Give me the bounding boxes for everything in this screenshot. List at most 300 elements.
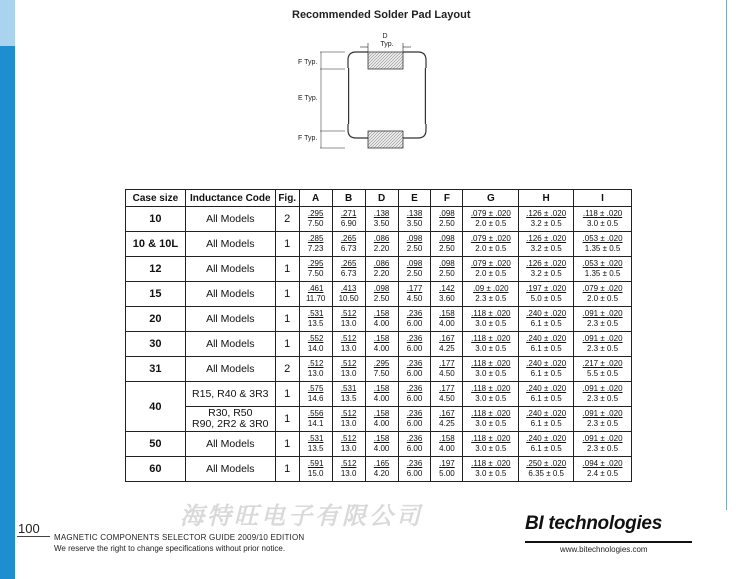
fig-cell: 1 — [275, 332, 299, 357]
dimension-inch: .177 — [439, 359, 455, 368]
inductance-code-cell — [185, 407, 275, 432]
dimension-cell — [431, 232, 463, 257]
dimension-inch: .086 — [373, 234, 390, 243]
label-f-top: F Typ. — [298, 59, 318, 66]
case-size-cell: 50 — [126, 432, 186, 457]
column-header: B — [332, 190, 365, 207]
dimension-cell — [332, 432, 365, 457]
dimension-cell — [398, 282, 431, 307]
dimension-mm: 13.0 — [307, 369, 324, 378]
inductance-code-line: R30, R50 — [208, 407, 253, 419]
dimension-cell — [574, 332, 632, 357]
dimension-inch: .053 ± .020 — [582, 259, 623, 268]
dimension-mm: 5.5 ± 0.5 — [587, 369, 619, 378]
logo-text: BI technologies — [525, 513, 662, 534]
dimension-cell — [299, 357, 332, 382]
dimension-inch: .295 — [373, 359, 390, 368]
inductance-code-line: All Models — [206, 312, 255, 325]
fig-cell: 1 — [275, 257, 299, 282]
watermark: 海特旺电子有限公司 — [180, 503, 423, 530]
dimension-inch: .118 ± .020 — [471, 459, 511, 468]
dimension-cell — [519, 407, 574, 432]
dimension-mm: 4.00 — [439, 444, 455, 453]
dimension-inch: .09 ± .020 — [473, 284, 509, 293]
dimension-mm: 2.50 — [439, 269, 455, 278]
dimension-mm: 4.50 — [439, 369, 455, 378]
table-row — [126, 432, 632, 457]
dimension-inch: .165 — [373, 459, 390, 468]
dimension-inch: .531 — [340, 384, 357, 393]
inductance-code-cell — [185, 457, 275, 482]
table-row — [126, 307, 632, 332]
dimension-cell — [463, 382, 519, 407]
dimension-mm: 6.1 ± 0.5 — [530, 369, 562, 378]
dimension-cell — [431, 332, 463, 357]
inductance-code-line: All Models — [206, 362, 255, 375]
dimension-inch: .126 ± .020 — [526, 209, 567, 218]
label-e: E Typ. — [298, 95, 318, 102]
dimension-mm: 10.50 — [338, 294, 359, 303]
fig-cell: 1 — [275, 282, 299, 307]
dimension-cell — [332, 407, 365, 432]
dimension-mm: 14.0 — [307, 344, 324, 353]
dimension-inch: .126 ± .020 — [526, 234, 567, 243]
dimension-inch: .094 ± .020 — [582, 459, 623, 468]
dimension-mm: 4.25 — [439, 344, 455, 353]
dimension-mm: 2.3 ± 0.5 — [587, 444, 619, 453]
dimension-inch: .236 — [406, 434, 423, 443]
dimension-mm: 6.00 — [406, 394, 423, 403]
dimension-mm: 6.1 ± 0.5 — [530, 394, 562, 403]
dimension-cell — [574, 382, 632, 407]
dimension-mm: 2.0 ± 0.5 — [475, 269, 507, 278]
dimension-inch: .295 — [307, 209, 324, 218]
dimension-cell — [463, 332, 519, 357]
dimension-cell — [398, 207, 431, 232]
dimension-inch: .091 ± .020 — [582, 409, 623, 418]
dimension-cell — [574, 407, 632, 432]
dimension-inch: .552 — [307, 334, 324, 343]
dimension-inch: .098 — [439, 209, 455, 218]
case-size-cell: 60 — [126, 457, 186, 482]
dimension-inch: .079 ± .020 — [470, 259, 511, 268]
outline-left — [348, 68, 349, 124]
table-row — [126, 407, 632, 432]
label-d-typ: Typ. — [380, 41, 394, 48]
dimension-cell — [365, 307, 398, 332]
dimension-inch: .236 — [406, 409, 423, 418]
dimension-mm: 3.2 ± 0.5 — [530, 244, 562, 253]
dimension-mm: 3.0 ± 0.5 — [587, 219, 619, 228]
website-url: www.bitechnologies.com — [560, 545, 648, 554]
case-size-cell: 31 — [126, 357, 186, 382]
dimension-cell — [398, 457, 431, 482]
inductance-code-line: All Models — [206, 287, 255, 300]
outline-top-left — [348, 52, 368, 68]
dimension-inch: .461 — [307, 284, 324, 293]
dimension-cell — [574, 207, 632, 232]
dimension-cell — [398, 332, 431, 357]
dimension-cell — [299, 257, 332, 282]
dimension-mm: 11.70 — [305, 294, 326, 303]
fig-cell: 1 — [275, 457, 299, 482]
dimension-inch: .177 — [439, 384, 455, 393]
dimension-mm: 7.50 — [307, 269, 324, 278]
dimension-inch: .285 — [307, 234, 324, 243]
solder-pad-spec-table — [125, 189, 632, 482]
dimension-cell — [574, 307, 632, 332]
dimension-cell — [574, 432, 632, 457]
dimension-mm: 6.73 — [340, 244, 357, 253]
dimension-mm: 7.50 — [307, 219, 324, 228]
fig-cell: 1 — [275, 382, 299, 407]
dimension-mm: 5.00 — [439, 469, 455, 478]
dimension-inch: .118 ± .020 — [471, 334, 511, 343]
dimension-cell — [332, 232, 365, 257]
dimension-inch: .079 ± .020 — [470, 209, 511, 218]
dimension-cell — [431, 257, 463, 282]
table-header-row — [126, 190, 632, 207]
dimension-mm: 13.0 — [340, 344, 357, 353]
dimension-cell — [299, 432, 332, 457]
solder-pad-bottom — [368, 131, 403, 148]
dimension-mm: 6.00 — [406, 344, 423, 353]
dimension-inch: .240 ± .020 — [526, 434, 567, 443]
dimension-cell — [463, 357, 519, 382]
dimension-inch: .512 — [340, 359, 357, 368]
dimension-cell — [299, 457, 332, 482]
dimension-cell — [365, 357, 398, 382]
dimension-cell — [463, 307, 519, 332]
dimension-inch: .091 ± .020 — [582, 309, 623, 318]
dimension-inch: .158 — [373, 309, 390, 318]
dimension-cell — [332, 257, 365, 282]
dimension-mm: 3.0 ± 0.5 — [475, 319, 507, 328]
table-row — [126, 332, 632, 357]
dimension-mm: 4.50 — [406, 294, 423, 303]
dimension-inch: .118 ± .020 — [471, 359, 511, 368]
dimension-cell — [299, 307, 332, 332]
dimension-inch: .142 — [439, 284, 455, 293]
inductance-code-cell — [185, 382, 275, 407]
dimension-inch: .197 — [439, 459, 455, 468]
dimension-cell — [574, 232, 632, 257]
dimension-mm: 6.1 ± 0.5 — [530, 419, 562, 428]
dimension-cell — [332, 457, 365, 482]
dimension-inch: .158 — [373, 334, 390, 343]
column-header: A — [299, 190, 332, 207]
column-header: G — [463, 190, 519, 207]
dimension-inch: .236 — [406, 359, 423, 368]
dimension-cell — [398, 432, 431, 457]
dimension-cell — [299, 232, 332, 257]
dimension-inch: .575 — [307, 384, 324, 393]
dimension-mm: 6.35 ± 0.5 — [528, 469, 564, 478]
dimension-cell — [398, 257, 431, 282]
dimension-mm: 2.3 ± 0.5 — [587, 344, 619, 353]
footer-rule — [17, 536, 50, 537]
dimension-cell — [299, 282, 332, 307]
fig-cell: 2 — [275, 207, 299, 232]
inductance-code-line: All Models — [206, 262, 255, 275]
dimension-mm: 6.00 — [406, 369, 423, 378]
dimension-cell — [574, 282, 632, 307]
dimension-mm: 2.0 ± 0.5 — [475, 219, 507, 228]
dimension-mm: 3.0 ± 0.5 — [475, 369, 507, 378]
dimension-inch: .098 — [373, 284, 390, 293]
dimension-inch: .167 — [439, 409, 455, 418]
outline-bottom-left — [348, 124, 368, 138]
dimension-mm: 2.50 — [373, 294, 390, 303]
dimension-cell — [463, 457, 519, 482]
dimension-inch: .512 — [340, 409, 357, 418]
fig-cell: 1 — [275, 232, 299, 257]
inductance-code-cell — [185, 207, 275, 232]
dimension-cell — [519, 332, 574, 357]
dimension-cell — [398, 407, 431, 432]
page-number: 100 — [18, 521, 40, 536]
dimension-mm: 4.00 — [373, 444, 390, 453]
dimension-cell — [519, 282, 574, 307]
column-header: H — [519, 190, 574, 207]
dimension-mm: 2.50 — [406, 269, 423, 278]
table-row — [126, 457, 632, 482]
fig-cell: 1 — [275, 407, 299, 432]
dimension-inch: .098 — [406, 259, 423, 268]
dimension-inch: .591 — [307, 459, 324, 468]
dimension-cell — [332, 332, 365, 357]
dimension-inch: .177 — [406, 284, 423, 293]
dimension-inch: .098 — [439, 234, 455, 243]
column-header: F — [431, 190, 463, 207]
dimension-cell — [431, 432, 463, 457]
dimension-mm: 3.50 — [406, 219, 423, 228]
dimension-cell — [519, 257, 574, 282]
dimension-cell — [365, 232, 398, 257]
dimension-cell — [431, 282, 463, 307]
dimension-mm: 2.50 — [406, 244, 423, 253]
dimension-mm: 3.0 ± 0.5 — [475, 444, 507, 453]
dimension-inch: .079 ± .020 — [582, 284, 623, 293]
dimension-mm: 7.50 — [373, 369, 390, 378]
dimension-mm: 6.00 — [406, 319, 423, 328]
company-logo — [525, 511, 692, 543]
dimension-inch: .512 — [340, 434, 357, 443]
dimension-mm: 4.25 — [439, 419, 455, 428]
dimension-cell — [519, 457, 574, 482]
dimension-inch: .295 — [307, 259, 324, 268]
dimension-cell — [431, 407, 463, 432]
inductance-code-line: All Models — [206, 337, 255, 350]
dimension-cell — [299, 207, 332, 232]
table-row — [126, 207, 632, 232]
fig-cell: 1 — [275, 432, 299, 457]
dimension-mm: 6.00 — [406, 419, 423, 428]
dimension-cell — [332, 207, 365, 232]
case-size-cell: 20 — [126, 307, 186, 332]
dimension-inch: .118 ± .020 — [471, 384, 511, 393]
dimension-mm: 14.6 — [307, 394, 324, 403]
case-size-cell: 30 — [126, 332, 186, 357]
dimension-mm: 1.35 ± 0.5 — [584, 244, 621, 253]
dimension-mm: 2.4 ± 0.5 — [587, 469, 619, 478]
inductance-code-line: All Models — [206, 212, 255, 225]
dimension-mm: 13.0 — [340, 419, 357, 428]
dimension-inch: .158 — [373, 434, 390, 443]
dimension-inch: .197 ± .020 — [526, 284, 567, 293]
dimension-inch: .138 — [373, 209, 390, 218]
dimension-inch: .240 ± .020 — [526, 309, 567, 318]
dimension-inch: .098 — [439, 259, 455, 268]
table-row — [126, 232, 632, 257]
column-header: E — [398, 190, 431, 207]
footer-disclaimer: We reserve the right to change specifications without prior notice. — [54, 544, 286, 553]
column-header: Case size — [126, 190, 186, 207]
dimension-cell — [365, 207, 398, 232]
dimension-cell — [574, 457, 632, 482]
table-row — [126, 382, 632, 407]
dimension-inch: .265 — [340, 234, 357, 243]
fig-cell: 2 — [275, 357, 299, 382]
dimension-mm: 4.00 — [373, 394, 390, 403]
dimension-cell — [332, 307, 365, 332]
dimension-inch: .240 ± .020 — [526, 409, 567, 418]
dimension-inch: .413 — [340, 284, 357, 293]
dimension-cell — [365, 257, 398, 282]
dimension-mm: 2.3 ± 0.5 — [587, 319, 619, 328]
dimension-mm: 13.5 — [340, 394, 357, 403]
dimension-inch: .512 — [340, 334, 357, 343]
dimension-mm: 13.0 — [340, 444, 357, 453]
dimension-mm: 3.2 ± 0.5 — [530, 269, 562, 278]
dimension-cell — [299, 382, 332, 407]
column-header: Fig. — [275, 190, 299, 207]
dimension-mm: 15.0 — [307, 469, 324, 478]
page-sidebar-band — [0, 0, 15, 579]
dimension-mm: 4.00 — [373, 344, 390, 353]
solder-pad-diagram — [290, 28, 450, 158]
right-margin-rule — [726, 0, 727, 510]
dimension-inch: .158 — [373, 384, 390, 393]
dimension-mm: 2.0 ± 0.5 — [475, 244, 507, 253]
inductance-code-line: All Models — [206, 462, 255, 475]
inductance-code-line: All Models — [206, 437, 255, 450]
dimension-mm: 3.0 ± 0.5 — [475, 419, 507, 428]
dimension-cell — [365, 432, 398, 457]
dimension-mm: 6.00 — [406, 444, 423, 453]
dimension-inch: .236 — [406, 309, 423, 318]
dimension-inch: .098 — [406, 234, 423, 243]
inductance-code-cell — [185, 432, 275, 457]
dimension-mm: 2.50 — [439, 219, 455, 228]
dimension-inch: .240 ± .020 — [526, 334, 567, 343]
dimension-cell — [398, 382, 431, 407]
dimension-cell — [398, 307, 431, 332]
dimension-inch: .126 ± .020 — [526, 259, 567, 268]
dimension-inch: .271 — [340, 209, 357, 218]
dimension-cell — [365, 382, 398, 407]
dimension-mm: 6.1 ± 0.5 — [530, 344, 562, 353]
case-size-cell: 10 & 10L — [126, 232, 186, 257]
dimension-inch: .236 — [406, 334, 423, 343]
dimension-mm: 4.00 — [439, 319, 455, 328]
dimension-mm: 3.0 ± 0.5 — [475, 344, 507, 353]
case-size-cell: 12 — [126, 257, 186, 282]
dimension-mm: 2.3 ± 0.5 — [587, 394, 619, 403]
dimension-inch: .236 — [406, 384, 423, 393]
dimension-inch: .118 ± .020 — [471, 309, 511, 318]
dimension-cell — [431, 307, 463, 332]
case-size-cell: 10 — [126, 207, 186, 232]
dimension-mm: 4.00 — [373, 319, 390, 328]
dimension-cell — [519, 357, 574, 382]
dimension-mm: 14.1 — [307, 419, 324, 428]
column-header: Inductance Code — [185, 190, 275, 207]
dimension-inch: .531 — [307, 434, 324, 443]
dimension-cell — [431, 357, 463, 382]
dimension-cell — [398, 232, 431, 257]
dimension-cell — [332, 357, 365, 382]
dimension-cell — [431, 382, 463, 407]
inductance-code-cell — [185, 307, 275, 332]
dimension-mm: 1.35 ± 0.5 — [584, 269, 621, 278]
dimension-cell — [431, 207, 463, 232]
dimension-inch: .265 — [340, 259, 357, 268]
dimension-cell — [463, 432, 519, 457]
dimension-inch: .512 — [307, 359, 324, 368]
dimension-inch: .217 ± .020 — [582, 359, 623, 368]
dimension-mm: 3.0 ± 0.5 — [475, 394, 507, 403]
dimension-inch: .158 — [373, 409, 390, 418]
dimension-cell — [519, 232, 574, 257]
inductance-code-cell — [185, 232, 275, 257]
dimension-mm: 3.2 ± 0.5 — [530, 219, 562, 228]
dimension-cell — [519, 207, 574, 232]
dimension-inch: .091 ± .020 — [582, 334, 623, 343]
dimension-inch: .118 ± .020 — [471, 434, 511, 443]
label-d: D — [382, 33, 388, 40]
dimension-cell — [574, 257, 632, 282]
dimension-inch: .158 — [439, 434, 455, 443]
dimension-inch: .556 — [307, 409, 324, 418]
dimension-cell — [463, 232, 519, 257]
dimension-mm: 6.1 ± 0.5 — [530, 444, 562, 453]
dimension-mm: 2.20 — [373, 269, 390, 278]
table-row — [126, 357, 632, 382]
inductance-code-line: R15, R40 & 3R3 — [192, 387, 269, 400]
dimension-mm: 5.0 ± 0.5 — [530, 294, 562, 303]
dimension-mm: 6.90 — [340, 219, 357, 228]
dimension-inch: .138 — [406, 209, 423, 218]
dimension-mm: 13.0 — [340, 469, 357, 478]
inductance-code-line: All Models — [206, 237, 255, 250]
dimension-mm: 7.23 — [307, 244, 324, 253]
dimension-cell — [332, 282, 365, 307]
dimension-mm: 13.0 — [340, 369, 357, 378]
case-size-cell: 40 — [126, 382, 186, 432]
column-header: D — [365, 190, 398, 207]
inductance-code-cell — [185, 257, 275, 282]
outline-top-right — [403, 52, 426, 68]
dimension-inch: .240 ± .020 — [526, 384, 567, 393]
dimension-mm: 4.20 — [373, 469, 390, 478]
inductance-code-cell — [185, 332, 275, 357]
dimension-cell — [299, 332, 332, 357]
dimension-cell — [519, 307, 574, 332]
dimension-inch: .531 — [307, 309, 324, 318]
dimension-mm: 13.0 — [340, 319, 357, 328]
dimension-mm: 2.3 ± 0.5 — [475, 294, 507, 303]
